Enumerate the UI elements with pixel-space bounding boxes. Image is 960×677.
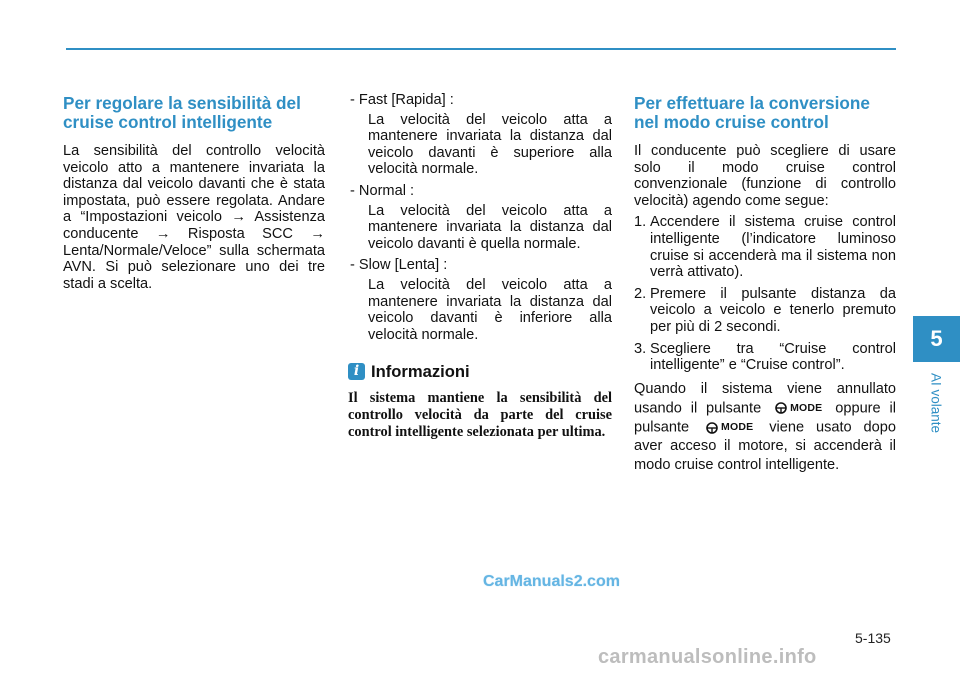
step-text: Premere il pulsante distanza da veicolo a veicolo e tenerlo premuto per più di 2 secondi. (650, 285, 896, 335)
option-label: - Fast [Rapida] : (350, 92, 454, 108)
closing-text-3: viene usato dopo aver acceso il motore, si accenderà il modo cruise control intelligente. (634, 419, 896, 474)
chapter-label: AI volante (928, 372, 944, 434)
info-icon: i (348, 363, 365, 380)
header-rule (66, 48, 896, 50)
option-fast (348, 92, 612, 178)
step-number: 2. (634, 285, 647, 302)
option-description: La velocità del veicolo atta a mantenere invariata la distanza dal veicolo davanti è inferiore alla velocità normale. (368, 276, 612, 343)
step-item (634, 286, 896, 336)
mode-button-glyph (705, 418, 753, 437)
steering-wheel-icon (774, 402, 788, 414)
right-column (634, 92, 896, 475)
page-number: 5-135 (855, 630, 891, 646)
option-slow (348, 257, 612, 343)
middle-column (348, 92, 612, 440)
closing-text-2: oppure il pulsante (634, 400, 896, 436)
watermark-bottom[interactable]: carmanualsonline.info (598, 646, 817, 668)
chapter-tab: 5 (913, 316, 960, 362)
step-number: 1. (634, 214, 647, 231)
section-heading-conversion: Per effettuare la conversione nel modo cruise control (634, 93, 870, 132)
left-column (63, 92, 325, 292)
section-heading-sensitivity: Per regolare la sensibilità del cruise control intelligente (63, 93, 301, 132)
step-text: Scegliere tra “Cruise control intelligente” e “Cruise control”. (650, 340, 896, 374)
option-label: - Slow [Lenta] : (350, 257, 448, 274)
steering-wheel-icon (705, 422, 719, 434)
conversion-intro: Il conducente può scegliere di usare solo il modo cruise control convenzionale (funzione di controllo velocità) agendo come segue: (634, 143, 896, 209)
step-number: 3. (634, 340, 647, 357)
mode-label: MODE (790, 401, 823, 414)
option-label: - Normal : (350, 182, 415, 199)
step-item (634, 341, 896, 374)
step-text: Accendere il sistema cruise control intelligente (l’indicatore luminoso cruise si accenderà ma il sistema non verrà attivato). (650, 214, 896, 281)
step-item (634, 214, 896, 280)
info-box (348, 363, 612, 380)
info-title: Informazioni (371, 361, 470, 381)
closing-text-1: Quando il sistema viene annullato usando il pulsante (634, 380, 896, 417)
closing-paragraph (634, 380, 896, 476)
info-text: Il sistema mantiene la sensibilità del controllo velocità da parte del cruise control intelligente selezionata per ultima. (348, 390, 612, 440)
option-normal (348, 183, 612, 252)
sensitivity-paragraph: La sensibilità del controllo velocità veicolo atto a mantenere invariata la distanza dal veicolo davanti che è stata impostata, può essere regolata. Andare a “Impostazioni veicolo → Assistenza conducente → Risposta SCC → Lenta/Normale/Veloce” sulla schermata AVN. Si può selezionare uno dei tre stadi a scelta. (63, 143, 325, 292)
watermark-top[interactable]: CarManuals2.com (483, 573, 620, 590)
mode-label: MODE (721, 421, 754, 434)
option-description: La velocità del veicolo atta a mantenere invariata la distanza dal veicolo davanti è superiore alla velocità normale. (368, 111, 612, 178)
option-description: La velocità del veicolo atta a mantenere invariata la distanza dal veicolo davanti è quella normale. (368, 202, 612, 252)
mode-button-glyph (774, 399, 822, 418)
